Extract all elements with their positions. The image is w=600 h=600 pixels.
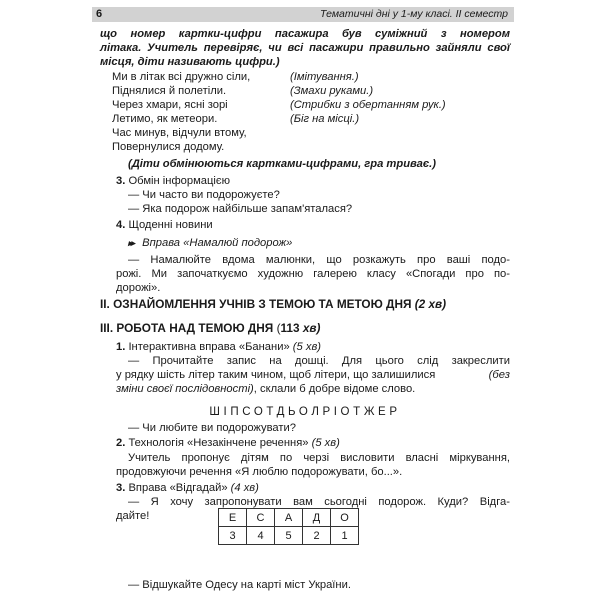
ex-1-heading — [116, 340, 321, 354]
ex-2-line-2: продовжуючи речення «Я люблю подорожувати, бо...». — [116, 466, 403, 478]
ex-1-line-3-italic: зміни своєї послідовності) — [116, 383, 254, 395]
section-3-numeral: III. — [100, 321, 114, 335]
item-3-title: Обмін інформацією — [128, 175, 230, 187]
poem-verse-1: Ми в літак всі дружно сіли, — [112, 71, 251, 83]
poem-action-4: (Біг на місці.) — [290, 113, 360, 125]
ex-2-number: 2. — [116, 437, 126, 449]
item-4-title: Щоденні новини — [128, 219, 213, 231]
ex-1-line-2 — [116, 368, 510, 382]
ex-2-heading — [116, 436, 340, 450]
item-4-number: 4. — [116, 219, 126, 231]
ex-1-line-3-text: , склали б добре відоме слово. — [253, 383, 416, 395]
poem-action-3: (Стрибки з обертанням рук.) — [290, 99, 446, 111]
poem-action-1: (Імітування.) — [290, 71, 359, 83]
ex-3-time: (4 хв) — [230, 482, 259, 494]
intro-line-3: місця, діти називають цифри.) — [100, 56, 280, 68]
after-poem-note: (Діти обмінюються картками-цифрами, гра триває.) — [128, 158, 436, 170]
grid-letter-cell: А — [275, 509, 303, 527]
page-number: 6 — [96, 8, 103, 20]
grid-letter-cell: Е — [219, 509, 247, 527]
item-3-question-1: — Чи часто ви подорожуєте? — [128, 189, 280, 201]
grid-letter-cell: Д — [303, 509, 331, 527]
poem-verse-3: Через хмари, ясні зорі — [112, 99, 228, 111]
ex-1-number: 1. — [116, 341, 126, 353]
intro-line-2: літака. Учитель перевіряє, чи всі пасажири правильно зайняли свої — [100, 42, 510, 54]
section-3-time-minutes: 113 — [280, 321, 300, 335]
ex-2-time: (5 хв) — [311, 437, 340, 449]
ex-1-line-1: — Прочитайте запис на дошці. Для цього слід закреслити — [128, 355, 510, 367]
item-4-text-line-1: — Намалюйте вдома малюнки, що розкажуть про ваші подо- — [128, 254, 510, 266]
section-3-time-unit: хв) — [299, 321, 321, 335]
ex-1-time: (5 хв) — [292, 341, 322, 353]
page-header — [92, 7, 514, 22]
grid-numbers-row — [219, 527, 359, 545]
grid-letter-cell: С — [247, 509, 275, 527]
item-3-number: 3. — [116, 175, 126, 187]
section-3-heading — [100, 321, 320, 336]
item-3-question-2: — Яка подорож найбільше запам'яталася? — [128, 203, 353, 215]
poem-verse-5: Час минув, відчули втому, — [112, 127, 247, 139]
ex-3-number: 3. — [116, 482, 126, 494]
travel-question: — Чи любите ви подорожувати? — [128, 422, 297, 434]
ex-1-line-2-italic: (без — [488, 369, 510, 381]
ex-2-title: Технологія «Незакінчене речення» — [128, 437, 309, 449]
poem-verse-6: Повернулися додому. — [112, 141, 225, 153]
section-2-time: (2 хв) — [414, 297, 447, 311]
section-3-time-open: ( — [276, 321, 281, 335]
running-title: Тематичні дні у 1-му класі. ІІ семестр — [320, 8, 508, 20]
section-3-title: РОБОТА НАД ТЕМОЮ ДНЯ — [116, 321, 274, 335]
item-4-heading — [116, 218, 213, 232]
grid-number-cell: 2 — [303, 527, 331, 545]
final-instruction: — Відшукайте Одесу на карті міст України. — [128, 579, 351, 591]
ex-1-line-3 — [116, 382, 415, 396]
poem-verse-4: Летимо, як метеори. — [112, 113, 218, 125]
grid-number-cell: 3 — [219, 527, 247, 545]
grid-number-cell: 4 — [247, 527, 275, 545]
poem-verse-2: Піднялися й полетіли. — [112, 85, 227, 97]
grid-number-cell: 1 — [331, 527, 359, 545]
ex-3-heading — [116, 481, 259, 495]
section-2-numeral: II. — [100, 297, 110, 311]
double-arrow-icon: ▸▸ — [128, 238, 134, 248]
ex-3-line-1: — Я хочу запропонувати вам сьогодні подорож. Куди? Відга- — [128, 496, 510, 508]
ex-1-title: Інтерактивна вправа «Банани» — [128, 341, 290, 353]
ex-2-line-1: Учитель пропонує дітям по черзі висловити власні міркування, — [128, 452, 510, 464]
exercise-heading — [128, 236, 292, 250]
section-2-heading — [100, 297, 446, 312]
letters-row: ШІПСОТДЬОЛРІОТЖЕР — [209, 406, 401, 418]
ex-3-line-2: дайте! — [116, 510, 150, 522]
ex-3-title: Вправа «Відгадай» — [128, 482, 228, 494]
ex-1-line-2-text: у рядку шість літер таким чином, щоб літери, що залишилися — [116, 369, 436, 381]
grid-letters-row — [219, 509, 359, 527]
letter-number-grid — [218, 508, 359, 545]
grid-number-cell: 5 — [275, 527, 303, 545]
grid-letter-cell: О — [331, 509, 359, 527]
item-3-heading — [116, 174, 230, 188]
section-2-title: ОЗНАЙОМЛЕННЯ УЧНІВ З ТЕМОЮ ТА МЕТОЮ ДНЯ — [113, 297, 412, 311]
exercise-title: Вправа «Намалюй подорож» — [142, 237, 293, 249]
poem-action-2: (Змахи руками.) — [290, 85, 374, 97]
intro-line-1: що номер картки-цифри пасажира був суміжний з номером — [100, 28, 510, 40]
item-4-text-line-3: дорожі». — [116, 282, 161, 294]
item-4-text-line-2: рожі. Ми започаткуємо художню галерею класу «Спогади про по- — [116, 268, 510, 280]
